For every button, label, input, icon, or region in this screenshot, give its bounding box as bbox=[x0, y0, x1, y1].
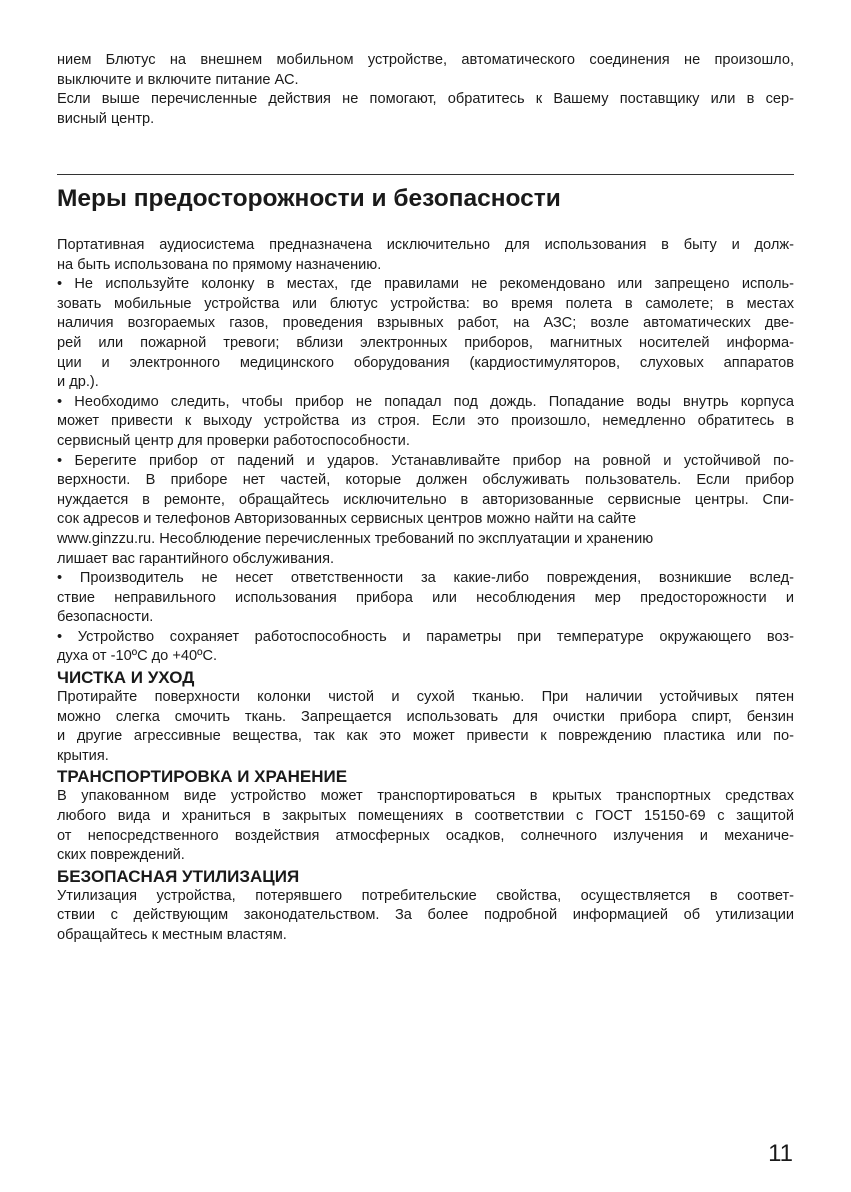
text-line: Если выше перечисленные действия не помогают, обратитесь к Вашему поставщику или в сер- bbox=[57, 91, 794, 108]
text-line: и др.). bbox=[57, 374, 99, 391]
text-line: можно слегка смочить ткань. Запрещается использовать для очистки прибора спирт, бензин bbox=[57, 708, 794, 725]
text-line: Протирайте поверхности колонки чистой и сухой тканью. При наличии устойчивых пятен bbox=[57, 689, 794, 706]
text-line: нием Блютус на внешнем мобильном устройстве, автоматического соединения не произошло, bbox=[57, 52, 794, 68]
section-heading: ТРАНСПОРТИРОВКА И ХРАНЕНИЕ bbox=[57, 767, 348, 787]
text-line: ствии с действующим законодательством. За более подробной информацией об утилизации bbox=[57, 907, 794, 924]
text-line: • Не используйте колонку в местах, где правилами не рекомендовано или запрещено исполь- bbox=[57, 276, 794, 293]
text-line: Портативная аудиосистема предназначена исключительно для использования в быту и долж- bbox=[57, 237, 794, 253]
text-line: www.ginzzu.ru. Несоблюдение перечисленных требований по эксплуатации и хранению bbox=[57, 530, 654, 547]
text-line: безопасности. bbox=[57, 609, 154, 626]
text-line: крытия. bbox=[57, 747, 109, 764]
text-line: ствие неправильного использования прибора или несоблюдения мер предосторожности и bbox=[57, 589, 794, 606]
text-line: сервисный центр для проверки работоспособности. bbox=[57, 432, 410, 449]
text-line: лишает вас гарантийного обслуживания. bbox=[57, 550, 335, 567]
text-line: духа от -10ºC до +40ºC. bbox=[57, 648, 218, 665]
main-body bbox=[57, 236, 794, 946]
text-line: висный центр. bbox=[57, 110, 155, 127]
text-line: ских повреждений. bbox=[57, 847, 185, 864]
text-line: от непосредственного воздействия атмосферных осадков, солнечного излучения и механиче- bbox=[57, 827, 794, 844]
text-line: В упакованном виде устройство может транспортироваться в крытых транспортных средствах bbox=[57, 788, 794, 805]
text-line: рей или пожарной тревоги; вблизи электронных приборов, магнитных носителей информа- bbox=[57, 334, 794, 351]
section-divider bbox=[57, 174, 794, 175]
intro-paragraph bbox=[57, 51, 794, 129]
text-line: ции и электронного медицинского оборудования (кардиостимуляторов, слуховых аппаратов bbox=[57, 354, 794, 371]
text-line: наличия возгораемых газов, проведения взрывных работ, на АЗС; возле автоматических две- bbox=[57, 315, 794, 332]
safety-section bbox=[57, 236, 794, 667]
text-line: • Производитель не несет ответственности за какие-либо повреждения, возникшие вслед- bbox=[57, 570, 794, 587]
section-heading: БЕЗОПАСНАЯ УТИЛИЗАЦИЯ bbox=[57, 866, 300, 886]
cleaning-section bbox=[57, 667, 794, 766]
text-line: нуждается в ремонте, обращайтесь исключительно в авторизованные сервисные центры. Спи- bbox=[57, 491, 794, 508]
text-line: и другие агрессивные вещества, так как это может привести к повреждению пластика или по- bbox=[57, 728, 794, 745]
page-number: 11 bbox=[768, 1140, 793, 1167]
text-line: • Устройство сохраняет работоспособность и параметры при температуре окружающего воз- bbox=[57, 628, 794, 645]
text-line: Утилизация устройства, потерявшего потребительские свойства, осуществляется в соответ- bbox=[57, 887, 794, 904]
page-title: Меры предосторожности и безопасности bbox=[57, 185, 561, 212]
text-line: обращайтесь к местным властям. bbox=[57, 927, 287, 943]
transport-section bbox=[57, 766, 794, 865]
text-line: верхности. В приборе нет частей, которые должен обслуживать пользователь. Если прибор bbox=[57, 472, 794, 489]
text-line: на быть использована по прямому назначению. bbox=[57, 256, 382, 273]
text-line: сок адресов и телефонов Авторизованных сервисных центров можно найти на сайте bbox=[57, 511, 637, 528]
disposal-section bbox=[57, 866, 794, 946]
text-line: может привести к выходу устройства из строя. Если это произошло, немедленно обратитесь в bbox=[57, 413, 794, 430]
text-line: любого вида и храниться в закрытых помещениях в соответствии с ГОСТ 15150-69 с защитой bbox=[57, 808, 794, 825]
text-line: • Берегите прибор от падений и ударов. Устанавливайте прибор на ровной и устойчивой по- bbox=[57, 452, 794, 469]
text-line: выключите и включите питание АС. bbox=[57, 71, 299, 88]
text-line: зовать мобильные устройства или блютус устройства: во время полета в самолете; в местах bbox=[57, 295, 794, 312]
section-heading: ЧИСТКА И УХОД bbox=[57, 668, 195, 688]
text-line: • Необходимо следить, чтобы прибор не попадал под дождь. Попадание воды внутрь корпуса bbox=[57, 393, 794, 410]
